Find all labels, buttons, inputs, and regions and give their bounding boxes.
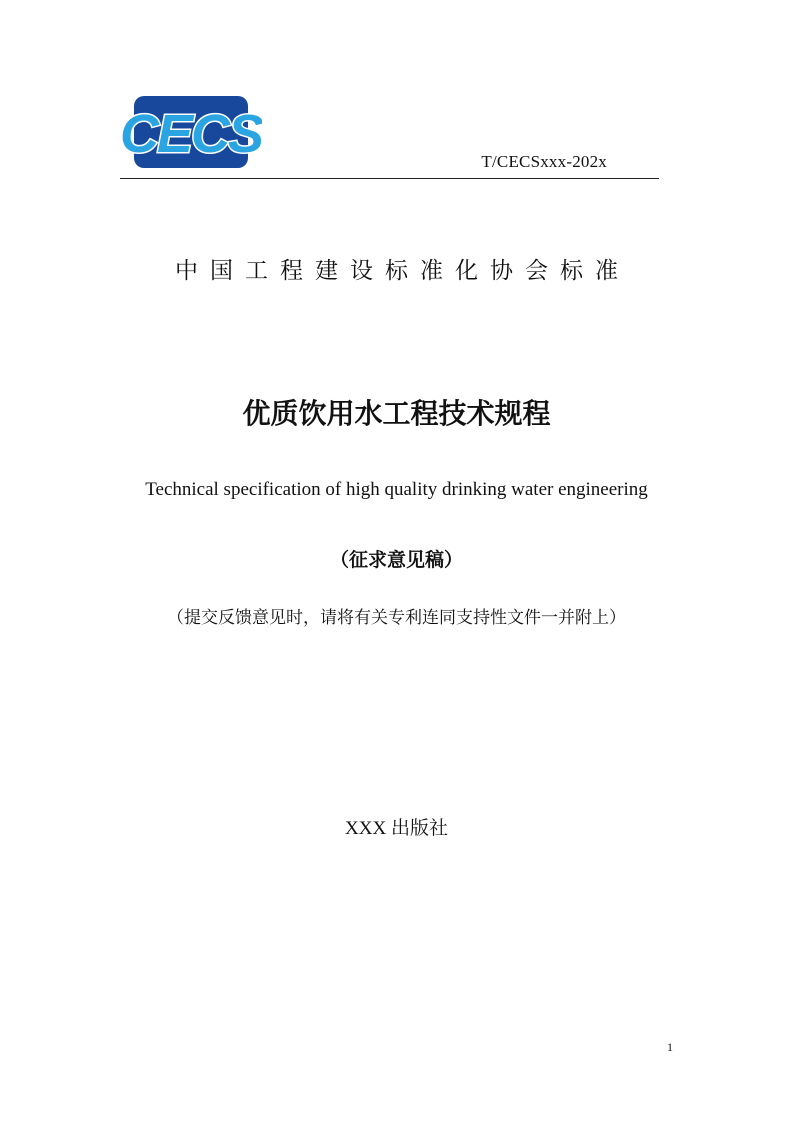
logo-text: CECS (120, 104, 262, 164)
cecs-logo (120, 95, 262, 169)
draft-status-label: （征求意见稿） (329, 549, 463, 571)
publisher-name: XXX 出版社 (345, 818, 448, 839)
document-title-chinese: 优质饮用水工程技术规程 (242, 397, 551, 430)
cecs-logo-graphic (120, 95, 262, 169)
page-number: 1 (667, 1040, 673, 1054)
organization-name: 中国工程建设标准化协会标准 (175, 258, 630, 284)
feedback-note: （提交反馈意见时，请将有关专利连同支持性文件一并附上） (167, 608, 626, 628)
document-title-english: Technical specification of high quality drinking water engineering (145, 479, 648, 500)
header-divider (120, 178, 659, 179)
standard-number: T/CECSxxx-202x (481, 152, 607, 171)
